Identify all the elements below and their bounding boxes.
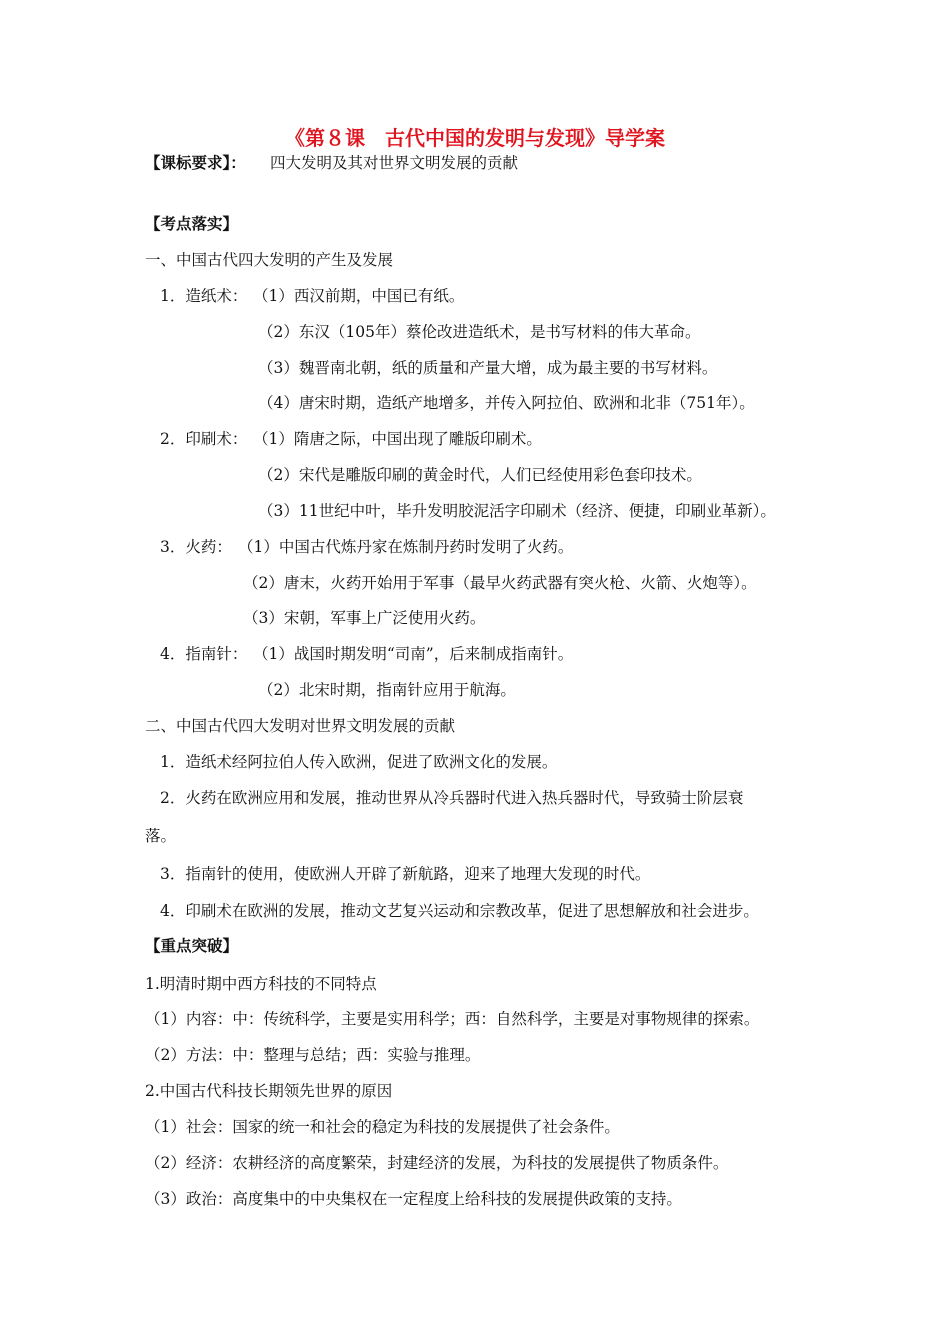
question-heading: 2.中国古代科技长期领先世界的原因 — [145, 1082, 393, 1100]
gunpowder-item: （2）唐末，火药开始用于军事（最早火药武器有突火枪、火箭、火炮等）。 — [243, 574, 757, 592]
print-item: （3）11世纪中叶，毕升发明胶泥活字印刷术（经济、便捷，印刷业革新）。 — [258, 502, 776, 520]
standard-label: 【课标要求】： — [145, 154, 246, 172]
contribution-item: 1．造纸术经阿拉伯人传入欧洲，促进了欧洲文化的发展。 — [160, 753, 558, 771]
paper-item: （4）唐宋时期，造纸产地增多，并传入阿拉伯、欧洲和北非（751年）。 — [258, 394, 755, 412]
part2-heading: 二、中国古代四大发明对世界文明发展的贡献 — [145, 717, 456, 735]
paper-label: 1．造纸术： — [160, 287, 248, 305]
contribution-item: 2．火药在欧洲应用和发展，推动世界从冷兵器时代进入热兵器时代，导致骑士阶层衰 — [160, 789, 744, 807]
compass-item: （2）北宋时期，指南针应用于航海。 — [258, 681, 516, 699]
paper-item: （2）东汉（105年）蔡伦改进造纸术，是书写材料的伟大革命。 — [258, 323, 701, 341]
question-heading: 1.明清时期中西方科技的不同特点 — [145, 975, 377, 993]
question-item: （1）社会：国家的统一和社会的稳定为科技的发展提供了社会条件。 — [145, 1118, 620, 1136]
standard-text: 四大发明及其对世界文明发展的贡献 — [270, 154, 519, 172]
print-item: （2）宋代是雕版印刷的黄金时代，人们已经使用彩色套印技术。 — [258, 466, 702, 484]
paper-item: （3）魏晋南北朝，纸的质量和产量大增，成为最主要的书写材料。 — [258, 359, 718, 377]
paper-item: （1）西汉前期，中国已有纸。 — [253, 287, 465, 305]
part1-heading: 一、中国古代四大发明的产生及发展 — [145, 251, 394, 269]
contribution-item-wrap: 落。 — [145, 827, 177, 845]
gunpowder-item: （3）宋朝，军事上广泛使用火药。 — [243, 609, 486, 627]
question-item: （2）方法：中：整理与总结；西：实验与推理。 — [145, 1046, 481, 1064]
question-item: （1）内容：中：传统科学，主要是实用科学；西：自然科学，主要是对事物规律的探索。 — [145, 1010, 760, 1028]
compass-item: （1）战国时期发明“司南”，后来制成指南针。 — [253, 645, 574, 663]
compass-label: 4．指南针： — [160, 645, 248, 663]
contribution-item: 4．印刷术在欧洲的发展，推动文艺复兴运动和宗教改革，促进了思想解放和社会进步。 — [160, 902, 759, 920]
print-item: （1）隋唐之际，中国出现了雕版印刷术。 — [253, 430, 542, 448]
question-item: （2）经济：农耕经济的高度繁荣，封建经济的发展，为科技的发展提供了物质条件。 — [145, 1154, 729, 1172]
gunpowder-label: 3．火药： — [160, 538, 232, 556]
gunpowder-item: （1）中国古代炼丹家在炼制丹药时发明了火药。 — [238, 538, 574, 556]
question-item: （3）政治：高度集中的中央集权在一定程度上给科技的发展提供政策的支持。 — [145, 1190, 682, 1208]
section-heading: 【考点落实】 — [145, 215, 239, 233]
contribution-item: 3．指南针的使用，使欧洲人开辟了新航路，迎来了地理大发现的时代。 — [160, 865, 651, 883]
section-heading: 【重点突破】 — [145, 937, 239, 955]
print-label: 2．印刷术： — [160, 430, 248, 448]
page-title: 《第８课 古代中国的发明与发现》导学案 — [285, 126, 665, 150]
